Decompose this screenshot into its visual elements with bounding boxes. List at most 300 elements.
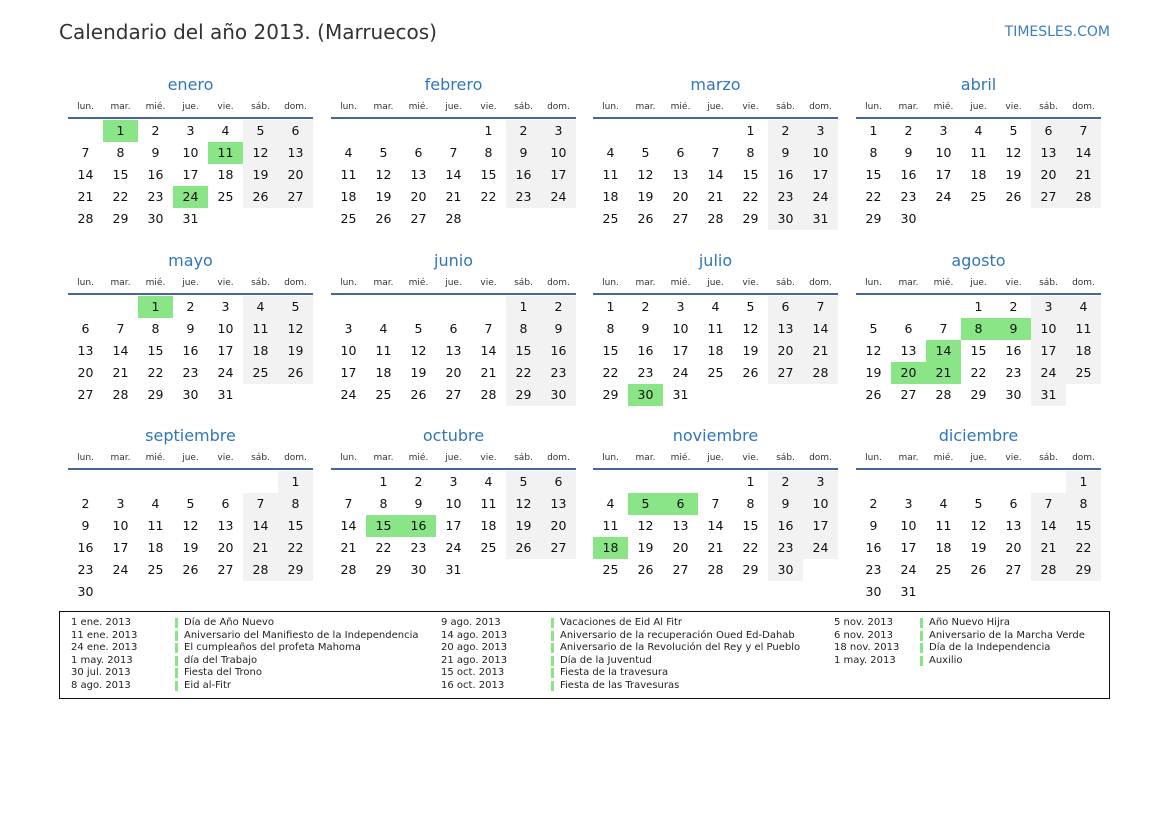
day-cell: 30 [865, 584, 882, 599]
weekday-label: mar. [373, 102, 394, 112]
legend-date: 16 oct. 2013 [441, 679, 505, 691]
empty-cell [856, 471, 891, 493]
weekday-label: dom. [547, 453, 570, 463]
day-cell: 1 [869, 123, 878, 138]
day-cell: 4 [344, 145, 353, 160]
legend-holiday-name: Aniversario de la recuperación Oued Ed-Dahab [560, 629, 795, 641]
empty-cell [138, 471, 173, 493]
empty-cell [401, 296, 436, 318]
day-cell: 1 [506, 296, 541, 318]
weekday-label: vie. [217, 453, 234, 463]
month-divider [593, 293, 838, 295]
empty-cell [331, 120, 366, 142]
holiday-day-cell: 1 [138, 296, 173, 318]
weekday-label: mié. [670, 102, 691, 112]
legend-holiday-name: Día de la Juventud [560, 654, 652, 666]
holiday-color-marker [920, 643, 923, 653]
day-cell: 11 [480, 496, 497, 511]
day-cell: 30 [768, 559, 803, 581]
weekday-label: lun. [602, 278, 619, 288]
day-cell: 14 [445, 167, 462, 182]
empty-cell [243, 471, 278, 493]
day-cell: 23 [865, 562, 882, 577]
day-cell: 14 [77, 167, 94, 182]
day-cell: 8 [484, 145, 493, 160]
day-cell: 22 [375, 540, 392, 555]
legend-holiday-name: Auxilio [929, 654, 963, 666]
empty-cell [366, 120, 401, 142]
day-cell: 27 [672, 211, 689, 226]
day-cell: 21 [707, 540, 724, 555]
day-cell: 16 [1005, 343, 1022, 358]
day-cell: 8 [869, 145, 878, 160]
legend-column [441, 617, 800, 693]
day-cell: 29 [970, 387, 987, 402]
weekday-label: dom. [1072, 102, 1095, 112]
day-cell: 12 [865, 343, 882, 358]
month-noviembre [593, 425, 838, 581]
legend-item [441, 642, 800, 655]
day-cell: 16 [77, 540, 94, 555]
day-cell: 27 [278, 186, 313, 208]
day-cell: 25 [147, 562, 164, 577]
day-cell: 8 [151, 321, 160, 336]
day-cell: 12 [1005, 145, 1022, 160]
legend-date: 30 jul. 2013 [71, 667, 131, 679]
day-cell: 8 [278, 493, 313, 515]
legend-date: 21 ago. 2013 [441, 654, 508, 666]
day-cell: 24 [672, 365, 689, 380]
weekday-label: sáb. [1039, 278, 1058, 288]
day-cell: 8 [506, 318, 541, 340]
day-cell: 11 [970, 145, 987, 160]
day-cell: 3 [803, 120, 838, 142]
legend-item [71, 667, 419, 680]
empty-cell [891, 471, 926, 493]
weekday-label: mié. [145, 278, 166, 288]
weekday-label: sáb. [514, 102, 533, 112]
day-cell: 7 [81, 145, 90, 160]
legend-date: 15 oct. 2013 [441, 667, 505, 679]
day-cell: 14 [707, 167, 724, 182]
weekday-label: sáb. [514, 278, 533, 288]
day-cell: 15 [147, 343, 164, 358]
day-cell: 31 [900, 584, 917, 599]
day-cell: 23 [182, 365, 199, 380]
month-divider [68, 468, 313, 470]
page-title: Calendario del año 2013. (Marruecos) [59, 20, 437, 44]
holiday-color-marker [920, 618, 923, 628]
legend-holiday-name: día del Trabajo [184, 654, 258, 666]
weekday-label: dom. [284, 278, 307, 288]
brand-link[interactable]: TIMESLES.COM [1004, 24, 1110, 40]
empty-cell [961, 471, 996, 493]
month-agosto [856, 250, 1101, 406]
day-cell: 5 [746, 299, 755, 314]
day-cell: 21 [480, 365, 497, 380]
empty-cell [68, 296, 103, 318]
legend-item [71, 680, 419, 693]
day-cell: 28 [935, 387, 952, 402]
weekday-label: lun. [340, 278, 357, 288]
empty-cell [103, 471, 138, 493]
day-cell: 21 [707, 189, 724, 204]
weekday-header [856, 276, 1101, 291]
day-cell: 10 [900, 518, 917, 533]
day-cell: 8 [746, 145, 755, 160]
day-cell: 5 [974, 496, 983, 511]
day-cell: 6 [278, 120, 313, 142]
month-divider [593, 117, 838, 119]
month-name: octubre [422, 426, 485, 445]
day-cell: 16 [541, 340, 576, 362]
day-cell: 2 [506, 120, 541, 142]
day-cell: 28 [1066, 186, 1101, 208]
legend-item [834, 642, 1085, 655]
day-cell: 24 [1031, 362, 1066, 384]
day-cell: 10 [541, 142, 576, 164]
weekday-label: jue. [182, 102, 199, 112]
day-cell: 21 [803, 340, 838, 362]
day-cell: 28 [803, 362, 838, 384]
legend-holiday-name: El cumpleaños del profeta Mahoma [184, 642, 361, 654]
weekday-label: lun. [340, 453, 357, 463]
month-divider [331, 468, 576, 470]
holiday-day-cell: 5 [628, 493, 663, 515]
day-cell: 10 [445, 496, 462, 511]
legend-date: 9 ago. 2013 [441, 617, 501, 628]
day-grid [68, 296, 313, 406]
weekday-label: jue. [707, 278, 724, 288]
holiday-day-cell: 9 [996, 318, 1031, 340]
day-cell: 31 [217, 387, 234, 402]
weekday-label: jue. [970, 278, 987, 288]
weekday-label: dom. [809, 278, 832, 288]
day-cell: 11 [340, 167, 357, 182]
legend-holiday-name: Fiesta de las Travesuras [560, 679, 680, 691]
day-cell: 9 [641, 321, 650, 336]
month-name: diciembre [938, 426, 1019, 445]
holiday-color-marker [920, 656, 923, 666]
day-cell: 3 [344, 321, 353, 336]
weekday-label: mié. [145, 102, 166, 112]
month-febrero [331, 74, 576, 230]
day-cell: 23 [768, 537, 803, 559]
day-cell: 18 [970, 167, 987, 182]
day-cell: 27 [1005, 562, 1022, 577]
day-cell: 13 [1031, 142, 1066, 164]
day-cell: 27 [410, 211, 427, 226]
month-name: julio [698, 251, 733, 270]
day-cell: 29 [742, 211, 759, 226]
day-cell: 27 [217, 562, 234, 577]
day-cell: 4 [606, 145, 615, 160]
day-cell: 9 [904, 145, 913, 160]
legend-item [834, 630, 1085, 643]
day-cell: 18 [217, 167, 234, 182]
day-cell: 23 [768, 186, 803, 208]
day-cell: 1 [484, 123, 493, 138]
day-cell: 10 [112, 518, 129, 533]
day-cell: 19 [637, 189, 654, 204]
day-cell: 6 [768, 296, 803, 318]
day-cell: 27 [541, 537, 576, 559]
day-cell: 22 [1066, 537, 1101, 559]
month-divider [856, 293, 1101, 295]
day-cell: 15 [970, 343, 987, 358]
legend-item [834, 617, 1085, 630]
day-cell: 9 [541, 318, 576, 340]
day-cell: 19 [375, 189, 392, 204]
day-cell: 15 [602, 343, 619, 358]
day-cell: 11 [1066, 318, 1101, 340]
day-cell: 6 [414, 145, 423, 160]
day-cell: 22 [147, 365, 164, 380]
day-cell: 17 [541, 164, 576, 186]
empty-cell [926, 471, 961, 493]
legend-date: 18 nov. 2013 [834, 642, 900, 654]
day-cell: 13 [77, 343, 94, 358]
weekday-label: lun. [602, 453, 619, 463]
holiday-color-marker [175, 656, 178, 666]
holiday-color-marker [175, 618, 178, 628]
day-cell: 13 [1005, 518, 1022, 533]
legend-date: 14 ago. 2013 [441, 629, 508, 641]
weekday-label: lun. [77, 278, 94, 288]
weekday-label: dom. [547, 278, 570, 288]
day-cell: 10 [340, 343, 357, 358]
legend-date: 8 ago. 2013 [71, 679, 131, 691]
day-cell: 25 [243, 362, 278, 384]
weekday-label: dom. [1072, 278, 1095, 288]
empty-cell [628, 471, 663, 493]
day-cell: 30 [77, 584, 94, 599]
day-cell: 23 [410, 540, 427, 555]
day-cell: 23 [637, 365, 654, 380]
day-cell: 24 [803, 186, 838, 208]
day-cell: 6 [676, 145, 685, 160]
day-cell: 7 [711, 496, 720, 511]
day-cell: 1 [1066, 471, 1101, 493]
weekday-label: vie. [480, 453, 497, 463]
day-cell: 29 [865, 211, 882, 226]
day-cell: 25 [217, 189, 234, 204]
day-cell: 24 [217, 365, 234, 380]
day-cell: 20 [77, 365, 94, 380]
day-cell: 9 [414, 496, 423, 511]
day-cell: 20 [1031, 164, 1066, 186]
day-cell: 27 [77, 387, 94, 402]
legend-date: 6 nov. 2013 [834, 629, 893, 641]
day-cell: 14 [803, 318, 838, 340]
day-cell: 11 [602, 518, 619, 533]
day-cell: 18 [243, 340, 278, 362]
weekday-label: mié. [670, 453, 691, 463]
day-cell: 23 [541, 362, 576, 384]
day-cell: 18 [935, 540, 952, 555]
day-cell: 11 [707, 321, 724, 336]
weekday-header [331, 276, 576, 291]
month-name: agosto [951, 251, 1006, 270]
day-cell: 30 [541, 384, 576, 406]
legend-column [71, 617, 419, 693]
legend-column [834, 617, 1085, 667]
day-cell: 7 [803, 296, 838, 318]
day-cell: 16 [768, 515, 803, 537]
month-name: septiembre [145, 426, 236, 445]
day-cell: 7 [243, 493, 278, 515]
day-cell: 5 [506, 471, 541, 493]
legend-item [441, 655, 800, 668]
day-cell: 19 [1005, 167, 1022, 182]
weekday-label: vie. [480, 102, 497, 112]
month-octubre [331, 425, 576, 581]
holiday-color-marker [175, 643, 178, 653]
day-cell: 28 [445, 211, 462, 226]
day-cell: 12 [278, 318, 313, 340]
weekday-label: mié. [408, 453, 429, 463]
day-cell: 18 [375, 365, 392, 380]
weekday-header [856, 451, 1101, 466]
day-cell: 2 [151, 123, 160, 138]
weekday-label: lun. [865, 453, 882, 463]
day-cell: 12 [637, 167, 654, 182]
weekday-label: mié. [408, 102, 429, 112]
day-cell: 23 [147, 189, 164, 204]
day-cell: 3 [1031, 296, 1066, 318]
day-cell: 7 [1031, 493, 1066, 515]
weekday-label: lun. [865, 102, 882, 112]
day-cell: 13 [900, 343, 917, 358]
weekday-label: mar. [635, 102, 656, 112]
weekday-label: mar. [110, 453, 131, 463]
weekday-label: vie. [217, 102, 234, 112]
day-grid [68, 471, 313, 603]
holiday-day-cell: 24 [173, 186, 208, 208]
day-cell: 6 [1031, 120, 1066, 142]
day-cell: 27 [1031, 186, 1066, 208]
day-cell: 17 [112, 540, 129, 555]
day-cell: 25 [935, 562, 952, 577]
weekday-label: mié. [145, 453, 166, 463]
month-name: mayo [168, 251, 213, 270]
day-cell: 12 [243, 142, 278, 164]
day-cell: 14 [340, 518, 357, 533]
day-cell: 26 [278, 362, 313, 384]
empty-cell [401, 120, 436, 142]
day-cell: 7 [939, 321, 948, 336]
day-cell: 20 [445, 365, 462, 380]
empty-cell [663, 120, 698, 142]
day-cell: 16 [147, 167, 164, 182]
day-cell: 18 [147, 540, 164, 555]
day-cell: 7 [449, 145, 458, 160]
empty-cell [173, 471, 208, 493]
weekday-label: dom. [809, 453, 832, 463]
day-cell: 21 [77, 189, 94, 204]
day-cell: 14 [1066, 142, 1101, 164]
day-cell: 15 [278, 515, 313, 537]
weekday-label: dom. [547, 102, 570, 112]
day-cell: 10 [803, 142, 838, 164]
legend-holiday-name: Aniversario de la Revolución del Rey y el Pueblo [560, 642, 801, 654]
day-cell: 26 [243, 186, 278, 208]
month-julio [593, 250, 838, 406]
weekday-label: mar. [635, 453, 656, 463]
day-cell: 14 [1031, 515, 1066, 537]
day-cell: 30 [1005, 387, 1022, 402]
weekday-label: jue. [182, 278, 199, 288]
holiday-day-cell: 21 [926, 362, 961, 384]
day-cell: 18 [480, 518, 497, 533]
month-divider [856, 468, 1101, 470]
day-cell: 6 [904, 321, 913, 336]
day-cell: 13 [217, 518, 234, 533]
day-cell: 15 [1066, 515, 1101, 537]
weekday-label: vie. [742, 453, 759, 463]
day-cell: 9 [81, 518, 90, 533]
day-cell: 25 [1066, 362, 1101, 384]
weekday-label: sáb. [251, 453, 270, 463]
day-cell: 7 [711, 145, 720, 160]
month-junio [331, 250, 576, 406]
weekday-header [593, 276, 838, 291]
day-cell: 29 [506, 384, 541, 406]
weekday-header [68, 100, 313, 115]
month-abril [856, 74, 1101, 230]
day-cell: 8 [1066, 493, 1101, 515]
day-cell: 6 [81, 321, 90, 336]
day-cell: 1 [606, 299, 615, 314]
legend-holiday-name: Vacaciones de Eid Al Fitr [560, 617, 683, 628]
empty-cell [891, 296, 926, 318]
weekday-label: lun. [602, 102, 619, 112]
day-cell: 22 [970, 365, 987, 380]
day-cell: 13 [410, 167, 427, 182]
day-cell: 6 [449, 321, 458, 336]
weekday-label: lun. [77, 453, 94, 463]
weekday-label: mar. [373, 453, 394, 463]
holiday-legend [59, 611, 1110, 699]
holiday-day-cell: 30 [628, 384, 663, 406]
day-cell: 3 [803, 471, 838, 493]
day-cell: 13 [768, 318, 803, 340]
day-cell: 26 [637, 211, 654, 226]
day-cell: 17 [182, 167, 199, 182]
day-cell: 1 [974, 299, 983, 314]
day-cell: 12 [506, 493, 541, 515]
day-cell: 15 [480, 167, 497, 182]
day-cell: 8 [379, 496, 388, 511]
weekday-header [331, 100, 576, 115]
weekday-label: mar. [110, 102, 131, 112]
day-cell: 20 [541, 515, 576, 537]
day-cell: 15 [742, 518, 759, 533]
day-cell: 29 [375, 562, 392, 577]
day-cell: 14 [707, 518, 724, 533]
day-cell: 27 [445, 387, 462, 402]
day-cell: 12 [410, 343, 427, 358]
day-cell: 19 [182, 540, 199, 555]
day-cell: 25 [375, 387, 392, 402]
day-cell: 19 [865, 365, 882, 380]
day-cell: 3 [939, 123, 948, 138]
day-cell: 31 [803, 208, 838, 230]
holiday-color-marker [551, 618, 554, 628]
weekday-header [68, 276, 313, 291]
day-cell: 27 [900, 387, 917, 402]
day-cell: 24 [541, 186, 576, 208]
